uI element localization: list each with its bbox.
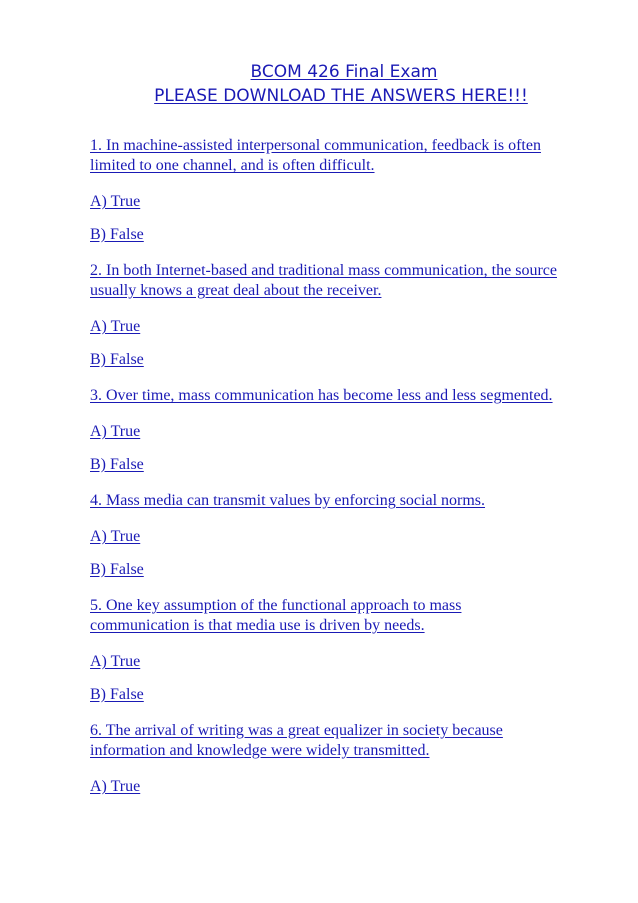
question-2-option-b[interactable]: B) False [90, 351, 144, 368]
question-3-option-b[interactable]: B) False [90, 456, 144, 473]
question-4-text[interactable]: 4. Mass media can transmit values by enforcing social norms. [90, 492, 486, 509]
exam-title[interactable]: BCOM 426 Final Exam [250, 62, 438, 82]
question-6-text[interactable]: 6. The arrival of writing was a great equalizer in society because information and knowledge were widely transmitted. [90, 722, 503, 759]
question-1-option-b[interactable]: B) False [90, 226, 144, 243]
question-3-text[interactable]: 3. Over time, mass communication has become less and less segmented. [90, 387, 553, 404]
download-answers-link[interactable]: PLEASE DOWNLOAD THE ANSWERS HERE!!! [154, 86, 528, 106]
question-5-option-b[interactable]: B) False [90, 686, 144, 703]
question-4-option-b[interactable]: B) False [90, 561, 144, 578]
question-1-text[interactable]: 1. In machine-assisted interpersonal communication, feedback is often limited to one channel, and is often difficult. [90, 137, 541, 174]
question-2-text[interactable]: 2. In both Internet-based and traditional mass communication, the source usually knows a great deal about the receiver. [90, 262, 557, 299]
question-3-option-a[interactable]: A) True [90, 423, 141, 440]
document-header [0, 60, 638, 108]
question-6-option-a[interactable]: A) True [90, 778, 141, 795]
question-1-option-a[interactable]: A) True [90, 193, 141, 210]
question-list [90, 136, 610, 810]
question-5-option-a[interactable]: A) True [90, 653, 141, 670]
question-4-option-a[interactable]: A) True [90, 528, 141, 545]
question-5-text[interactable]: 5. One key assumption of the functional approach to mass communication is that media use is driven by needs. [90, 597, 462, 634]
question-2-option-a[interactable]: A) True [90, 318, 141, 335]
